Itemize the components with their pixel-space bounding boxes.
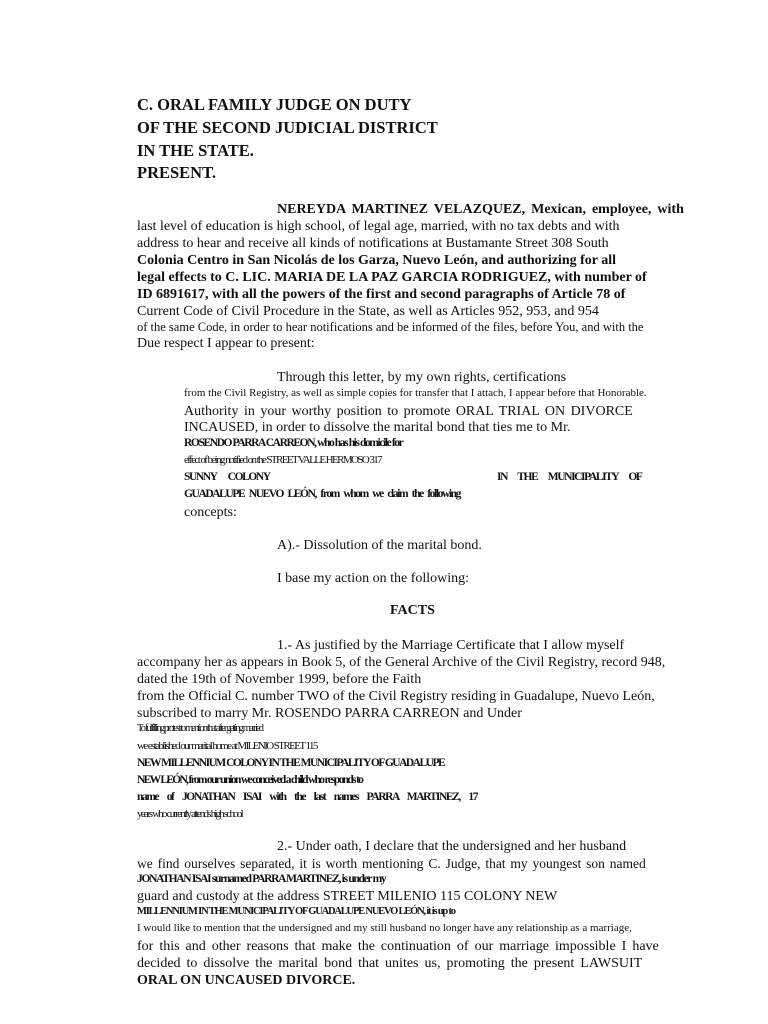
- petition-line: concepts:: [184, 505, 237, 520]
- fact-line: for this and other reasons that make the continuation of our marriage impossible I have: [137, 939, 659, 954]
- heading-line: IN THE STATE.: [137, 141, 254, 160]
- fact-line: JONATHAN ISAI surnamed PARRA MARTINEZ, is under my: [137, 873, 386, 885]
- fact-line: from the Official C. number TWO of the Civil Registry residing in Guadalupe, Nuevo León,: [137, 689, 655, 704]
- fact-line: 2.- Under oath, I declare that the undersigned and her husband: [277, 839, 627, 854]
- heading-line: C. ORAL FAMILY JUDGE ON DUTY: [137, 95, 412, 114]
- heading-line: PRESENT.: [137, 163, 217, 182]
- intro-line: legal effects to C. LIC. MARIA DE LA PAZ GARCIA RODRIGUEZ, with number of: [137, 270, 647, 285]
- fact-line: we established our marital home at MILENIO STREET 115: [137, 740, 317, 752]
- fact-line: decided to dissolve the marital bond that unites us, promoting the present LAWSUIT: [137, 956, 643, 971]
- fact-line: 1.- As justified by the Marriage Certificate that I allow myself: [277, 638, 625, 653]
- fact-line: years who currently attends high school: [137, 808, 242, 820]
- intro-line: address to hear and receive all kinds of notifications at Bustamante Street 308 South: [137, 236, 609, 251]
- intro-line: of the same Code, in order to hear notifications and be informed of the files, before You, and with the: [137, 320, 644, 334]
- facts-title: FACTS: [390, 603, 435, 618]
- intro-line: NEREYDA MARTINEZ VELAZQUEZ, Mexican, employee, with: [277, 202, 684, 217]
- fact-line: dated the 19th of November 1999, before the Faith: [137, 672, 422, 687]
- fact-line: we find ourselves separated, it is worth mentioning C. Judge, that my youngest son named: [137, 856, 646, 871]
- fact-line: guard and custody at the address STREET MILENIO 115 COLONY NEW: [137, 889, 558, 904]
- intro-line: Current Code of Civil Procedure in the State, as well as Articles 952, 953, and 954: [137, 304, 599, 319]
- heading-line: OF THE SECOND JUDICIAL DISTRICT: [137, 118, 438, 137]
- intro-line: Colonia Centro in San Nicolás de los Garza, Nuevo León, and authorizing for all: [137, 253, 617, 268]
- intro-line: last level of education is high school, of legal age, married, with no tax debts and with: [137, 219, 620, 234]
- fact-line: ORAL ON UNCAUSED DIVORCE.: [137, 973, 356, 988]
- fact-line: accompany her as appears in Book 5, of the General Archive of the Civil Registry, record 948,: [137, 655, 666, 670]
- petition-line: SUNNY COLONY: [184, 471, 270, 483]
- petition-line: effect of being notified on the STREET VALLE HERMOSO 317: [184, 454, 382, 466]
- fact-line: I would like to mention that the undersigned and my still husband no longer have any relationship as a marriage,: [137, 922, 632, 934]
- fact-line: NEW MILLENNIUM COLONY IN THE MUNICIPALITY OF GUADALUPE: [137, 757, 445, 769]
- petition-line: Authority in your worthy position to promote ORAL TRIAL ON DIVORCE: [184, 404, 633, 419]
- intro-line: ID 6891617, with all the powers of the first and second paragraphs of Article 78 of: [137, 287, 626, 302]
- petition-line: ROSENDO PARRA CARREON, who has his domicile for: [184, 437, 403, 449]
- petition-line: GUADALUPE NUEVO LEÓN, from whom we claim the following: [184, 488, 461, 500]
- petition-line: IN THE MUNICIPALITY OF: [497, 471, 642, 483]
- petition-line: from the Civil Registry, as well as simple copies for transfer that I attach, I appear before that Honorable.: [184, 387, 647, 399]
- fact-line: NEW LEÓN, from our union we conceived a child who responds to: [137, 774, 363, 786]
- basis-line: I base my action on the following:: [277, 571, 470, 586]
- claim-line: A).- Dissolution of the marital bond.: [277, 538, 482, 553]
- petition-line: INCAUSED, in order to dissolve the marital bond that ties me to Mr.: [184, 420, 571, 435]
- petition-line: Through this letter, by my own rights, certifications: [277, 370, 567, 385]
- fact-line: name of JONATHAN ISAI with the last names PARRA MARTINEZ, 17: [137, 791, 478, 803]
- fact-line: To fulfilling protest to mention that after getting married: [137, 723, 263, 734]
- fact-line: MILLENNIUM IN THE MUNICIPALITY OF GUADALUPE NUEVO LEÓN, it is up to: [137, 906, 455, 917]
- intro-line: Due respect I appear to present:: [137, 336, 315, 351]
- fact-line: subscribed to marry Mr. ROSENDO PARRA CARREON and Under: [137, 706, 522, 721]
